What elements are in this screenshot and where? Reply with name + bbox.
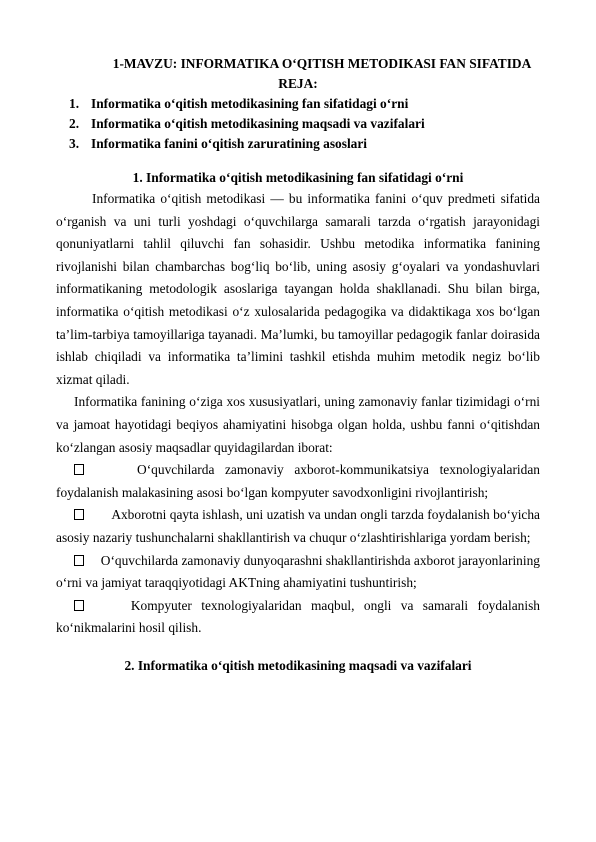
- document-title: 1-MAVZU: INFORMATIKA O‘QITISH METODIKASI FAN SIFATIDA: [112, 56, 532, 71]
- bullet-item: [56, 595, 540, 640]
- bullet-box-icon: [74, 464, 84, 475]
- plan-label: REJA:: [278, 76, 318, 91]
- section1-heading: 1. Informatika o‘qitish metodikasining fan sifatidagi o‘rni: [132, 170, 464, 185]
- plan-item-number: 2.: [69, 116, 80, 131]
- section1-paragraph-1: Informatika o‘qitish metodikasi — bu informatika fanini o‘quv predmeti sifatida o‘rganish va uni turli yoshdagi o‘quvchilarga samarali tarzda o‘rgatish jarayonidagi qonuniyatlarni tahlil qiluvchi fan sohasidir. Ushbu metodika informatika fanining rivojlanishi bilan chambarchas bog‘liq bo‘lib, uning asosiy g‘oyalari va yondashuvlari informatikaning metodologik asoslariga tayangan holda shakllanadi. Shu bilan birga, informatika o‘qitish metodikasi o‘z xulosalarida pedagogika va didaktikaga xos bo‘lgan ta’lim-tarbiya tamoyillariga tayanadi. Ma’lumki, bu tamoyillar pedagogik fanlar doirasida ishlab chiqiladi va informatika ta’limini tashkil etishda muhim metodik negiz bo‘lib xizmat qiladi.: [56, 191, 540, 387]
- plan-item-text: Informatika o‘qitish metodikasining fan sifatidagi o‘rni: [91, 96, 409, 111]
- plan-list: [56, 94, 540, 154]
- bullet-item: [56, 550, 540, 595]
- plan-item-text: Informatika fanini o‘qitish zaruratining asoslari: [91, 136, 368, 151]
- bullet-item: [56, 504, 540, 549]
- bullet-text: O‘quvchilarda zamonaviy dunyoqarashni shakllantirishda axborot jarayonlarining o‘rni va jamiyat taraqqiyotidagi AKTning ahamiyatini tushuntirish;: [56, 552, 540, 591]
- bullet-text: Kompyuter texnologiyalaridan maqbul, ongli va samarali foydalanish ko‘nikmalarini hosil qilish.: [56, 597, 540, 636]
- bullet-box-icon: [74, 600, 84, 611]
- bullet-box-icon: [74, 555, 84, 566]
- plan-item-number: 1.: [69, 96, 80, 111]
- bullet-text: Axborotni qayta ishlash, uni uzatish va undan ongli tarzda foydalanish bo‘yicha asosiy nazariy tushunchalarni shakllantirish va chuqur o‘zlashtirishlariga yordam berish;: [56, 507, 540, 545]
- section1-paragraph-2: Informatika fanining o‘ziga xos xususiyatlari, uning zamonaviy fanlar tizimidagi o‘rni va jamoat hayotidagi beqiyos ahamiyatini hisobga olgan holda, ushbu fanni o‘qitishdan ko‘zlangan asosiy maqsadlar quyidagilardan iborat:: [56, 394, 540, 455]
- bullet-box-icon: [74, 509, 84, 520]
- plan-item: [56, 134, 540, 154]
- plan-item: [56, 114, 540, 134]
- plan-item-number: 3.: [69, 136, 80, 151]
- plan-item: [56, 94, 540, 114]
- bullet-text: O‘quvchilarda zamonaviy axborot-kommunikatsiya texnologiyalaridan foydalanish malakasining asosi bo‘lgan kompyuter savodxonligini rivojlantirish;: [56, 462, 540, 500]
- bullet-item: [56, 459, 540, 504]
- section2-heading: 2. Informatika o‘qitish metodikasining maqsadi va vazifalari: [124, 657, 472, 673]
- plan-item-text: Informatika o‘qitish metodikasining maqsadi va vazifalari: [91, 116, 425, 131]
